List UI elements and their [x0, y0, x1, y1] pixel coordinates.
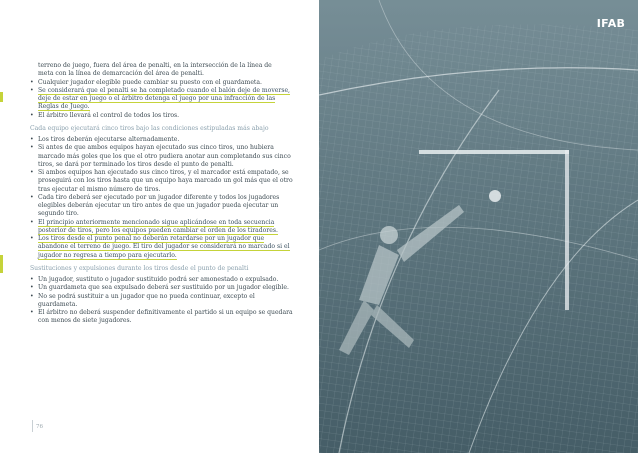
list-item: • Si antes de que ambos equipos hayan ejecutado sus cinco tiros, uno hubiera marcado más goles que los que el otro pudiera anotar aun completando sus cinco tiros, se dará por terminado los tiros desde el punto de penalti.: [30, 144, 296, 169]
list-item: [30, 235, 296, 260]
ball: [489, 190, 501, 202]
bullet-list-five-kicks: [30, 136, 296, 260]
page-number: 76: [36, 424, 43, 430]
page-number-rule: [32, 420, 33, 432]
body-text: [30, 62, 296, 326]
bullet-list-rules: [30, 79, 296, 120]
photo-page: [319, 0, 638, 453]
intro-line: terreno de juego, fuera del área de penalti, en la intersección de la línea de: [38, 62, 272, 69]
margin-marker: [0, 255, 3, 273]
list-item: • Cada tiro deberá ser ejecutado por un jugador diferente y todos los jugadores elegibles deberán ejecutar un tiro antes de que un jugador pueda ejecutar un segundo tiro.: [30, 194, 296, 219]
section-heading: Sustituciones y expulsiones durante los tiros desde el punto de penalti: [30, 264, 249, 272]
list-item: • Cualquier jugador elegible puede cambiar su puesto con el guardameta.: [30, 79, 296, 87]
list-item: • No se podrá sustituir a un jugador que no pueda continuar, excepto el guardameta.: [30, 293, 296, 310]
list-item: • El árbitro no deberá suspender definitivamente el partido si un equipo se quedara con menos de siete jugadores.: [30, 309, 296, 326]
list-item: • Un jugador, sustituto o jugador sustituido podrá ser amonestado o expulsado.: [30, 276, 296, 284]
intro-line: meta con la línea de demarcación del área de penalti.: [38, 70, 204, 78]
list-item: • El árbitro llevará el control de todos los tiros.: [30, 112, 296, 120]
highlighted-text: El principio anteriormente mencionado sigue aplicándose en toda secuencia posterior de tiros, pero los equipos pueden cambiar el orden de los tiradores.: [38, 218, 278, 234]
goal-net-photo: [319, 0, 638, 453]
list-item: [30, 87, 296, 112]
list-item: • Un guardameta que sea expulsado deberá ser sustituido por un jugador elegible.: [30, 284, 296, 292]
ifab-logo: IFAB: [596, 17, 626, 30]
section-heading: Cada equipo ejecutará cinco tiros bajo las condiciones estipuladas más abajo: [30, 124, 269, 132]
margin-marker: [0, 92, 3, 102]
bullet-list-substitutions: [30, 276, 296, 326]
list-item: • Si ambos equipos han ejecutado sus cinco tiros, y el marcador está empatado, se proseguirá con los tiros hasta que un equipo haya marcado un gol más que el otro tras ejecutar el mismo número de tiros.: [30, 169, 296, 194]
highlighted-text: Los tiros desde el punto penal no deberán retardarse por un jugador que abandone el terreno de juego. El tiro del jugador se considerará no marcado si el jugador no regresa a tiempo para ejecutarlo.: [38, 235, 290, 259]
highlighted-text: Se considerará que el penalti se ha completado cuando el balón deje de moverse, deje de estar en juego o el árbitro detenga el juego por una infracción de las Reglas de Juego.: [38, 86, 290, 111]
list-item: [30, 219, 296, 236]
list-item: • Los tiros deberán ejecutarse alternadamente.: [30, 136, 296, 144]
